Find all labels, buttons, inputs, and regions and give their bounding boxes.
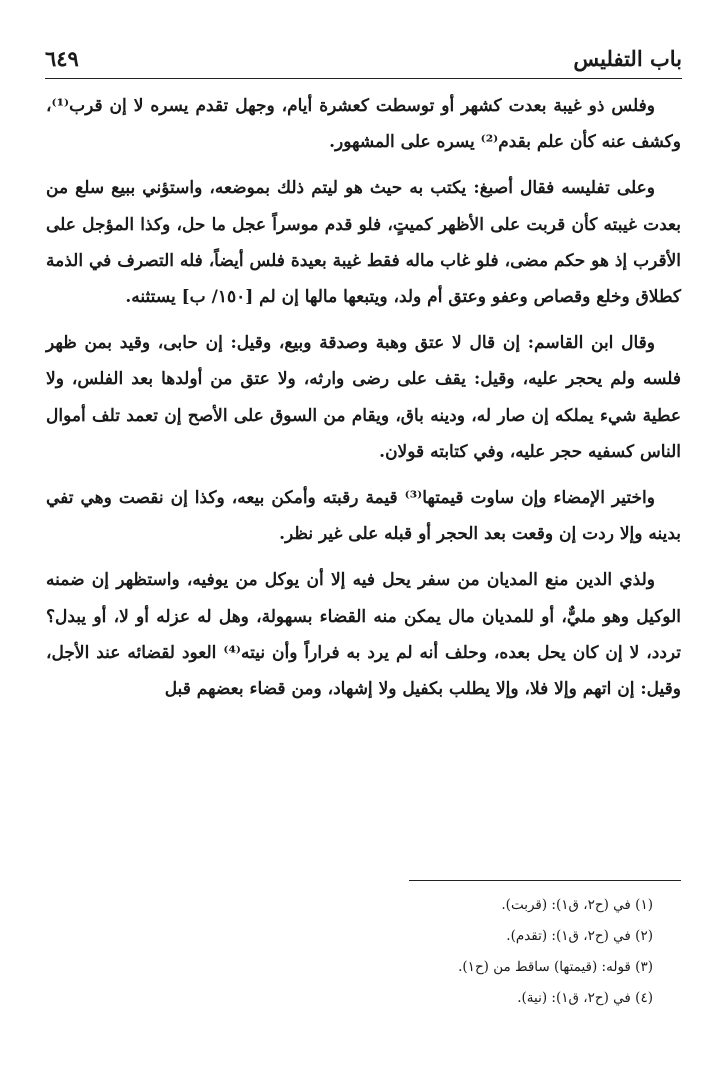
paragraph: ولذي الدين منع المديان من سفر يحل فيه إلا أن يوكل من يوفيه، واستظهر إن ضمنه الوكيل وهو مليٌّ، أو للمديان مال يمكن منه القضاء بسهولة، وهل له عزله أو لا، أو يبدل؟ تردد، لا إن كان يحل بعده، وحلف أنه لم يرد به فراراً وأن نيته⁽⁴⁾ العود لقضائه عند الأجل، وقيل: إن اتهم وإلا فلا، وإلا يطلب بكفيل ولا إشهاد، ومن قضاء بعضهم قبل xyxy=(46,570,681,700)
main-text xyxy=(46,88,681,717)
paragraph: وقال ابن القاسم: إن قال لا عتق وهبة وصدقة وبيع، وقيل: إن حابى، وقيد بمن ظهر فلسه ولم يحجر عليه، وقيل: يقف على رضى وارثه، ولا عتق من أولدها بعد الفلس، ولا عطية شيء يملكه إن صار له، ودينه باق، ويقام من السوق على الأصح إن تعمد تلف أموال الناس كسفيه حجر عليه، وفي كتابته قولان. xyxy=(46,333,681,462)
footnote-divider xyxy=(409,880,681,881)
footnote: (٤) في (ح٢، ق١): (نية). xyxy=(517,990,653,1006)
page-header xyxy=(45,42,682,79)
footnote: (٢) في (ح٢، ق١): (تقدم). xyxy=(506,928,653,944)
paragraph: وفلس ذو غيبة بعدت كشهر أو توسطت كعشرة أيام، وجهل تقدم يسره لا إن قرب⁽¹⁾، وكشف عنه كأن علم بقدم⁽²⁾ يسره على المشهور. xyxy=(46,96,681,153)
footnote: (١) في (ح٢، ق١): (قربت). xyxy=(501,897,653,913)
page-number: ٦٤٩ xyxy=(45,46,79,71)
footnote: (٣) قوله: (قيمتها) ساقط من (ح١). xyxy=(458,959,653,975)
running-title: باب التفليس xyxy=(573,46,682,71)
paragraph: وعلى تفليسه فقال أصبغ: يكتب به حيث هو ليتم ذلك بموضعه، واستؤني ببيع سلع من بعدت غيبته كأن قربت على الأظهر كميتٍ، فلو قدم موسراً عجل ما حل، وكذا المؤجل على الأقرب إذ هو حكم مضى، فلو غاب ماله فقط غيبة بعيدة فلس أيضاً، فله التصرف في الذمة كطلاق وخلع وقصاص وعفو وعتق أم ولد، ويتبعها مالها إن لم [١٥٠/ ب] يستثنه. xyxy=(46,178,681,308)
paragraph: واختير الإمضاء وإن ساوت قيمتها⁽³⁾ قيمة رقبته وأمكن بيعه، وكذا إن نقصت وهي تفي بدينه وإلا ردت إن وقعت بعد الحجر أو قبله على غير نظر. xyxy=(46,488,681,545)
footnotes xyxy=(46,890,681,1014)
